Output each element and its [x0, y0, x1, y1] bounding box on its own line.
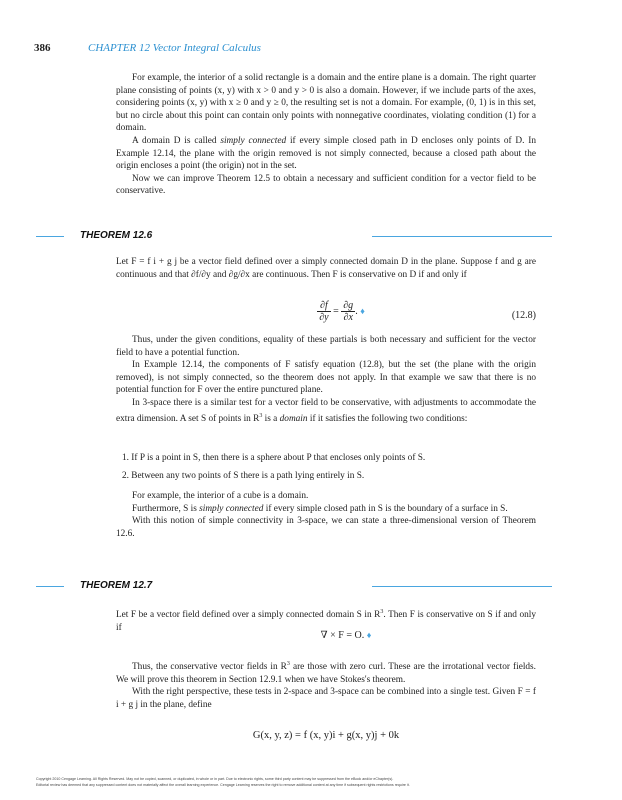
- domain-term: domain: [279, 413, 308, 424]
- chapter-title: CHAPTER 12 Vector Integral Calculus: [88, 42, 261, 54]
- theorem-12-7-statement: Let F be a vector field defined over a simply connected domain S in $R^3$. Then F is conservative on S if and only if: [116, 609, 536, 633]
- copyright-line-1: Copyright 2010 Cengage Learning. All Rights Reserved. May not be copied, scanned, or duplicated, in whole or in part. Due to electronic rights, some third party content may be suppressed from the eBook and/or eChapter(s).: [36, 777, 394, 781]
- middle-section-2: [116, 490, 536, 540]
- intro-paragraph-1: For example, the interior of a solid rectangle is a domain and the entire plane is a domain. The right quarter plane consisting of points (x, y) with x > 0 and y > 0 is also a domain. However, if we include parts of the axes, considering points (x, y) with x ≥ 0 and y ≥ 0, the resulting set is not a domain. For example, (0, 1) is in this set, but no circle about this point can contain only points with nonnegative coordinates, violating condition (1) for a domain.: [116, 73, 536, 134]
- theorem-12-7-label: THEOREM 12.7: [80, 580, 153, 591]
- middle-section: [116, 334, 536, 425]
- middle-paragraph-2: In Example 12.14, the components of F satisfy equation (12.8), but the set (the plane with the origin removed), is not simply connected, so the theorem does not apply. In that example we saw that there is no potential function for F over the entire punctured plane.: [116, 360, 536, 396]
- closing-section: [116, 658, 536, 711]
- condition-item-1: 1. If P is a point in S, then there is a sphere about P that encloses only points of S.: [122, 453, 426, 463]
- intro-paragraph-2: A domain D is called simply connected if every simple closed path in D encloses only points of D. In Example 12.14, the plane with the origin removed is not simply connected, because a closed path about the origin encloses a point (the origin) not in the set.: [116, 135, 537, 172]
- theorem-rule-right: [372, 236, 552, 237]
- equation-number: (12.8): [511, 310, 536, 321]
- page-number: 386: [34, 42, 51, 54]
- intro-section: [116, 72, 536, 198]
- simply-connected-term: simply connected: [220, 135, 287, 146]
- theorem-rule-left: [36, 236, 64, 237]
- middle-paragraph-3: In 3-space there is a similar test for a vector field to be conservative, with adjustments to accommodate the extra dimension. A set S of points in $R^3$ is a domain if it satisfies the following two conditions:: [116, 397, 536, 424]
- middle-paragraph-4: For example, the interior of a cube is a domain.: [132, 491, 309, 501]
- curl-equation: ∇ × F = O. ♦: [320, 630, 372, 641]
- condition-item-2: 2. Between any two points of S there is a path lying entirely in S.: [122, 471, 365, 481]
- middle-paragraph-5: Furthermore, S is simply connected if every simple closed path in S is the boundary of a surface in S.: [132, 503, 508, 514]
- middle-paragraph-1: Thus, under the given conditions, equality of these partials is both necessary and sufficient for the vector field to have a potential function.: [116, 335, 536, 358]
- intro-paragraph-3: Now we can improve Theorem 12.5 to obtain a necessary and sufficient condition for a vector field to be conservative.: [116, 173, 536, 197]
- equation-12-8: $\frac{\partial f}{\partial y}$ = $\frac{\partial g}{\partial x}$ . ♦ (12.8): [319, 300, 536, 323]
- theorem-rule-left-2: [36, 586, 64, 587]
- middle-paragraph-6: With this notion of simple connectivity in 3-space, we can state a three-dimensional version of Theorem 12.6.: [116, 516, 536, 539]
- theorem-12-6-label: THEOREM 12.6: [80, 230, 153, 241]
- copyright-line-2: Editorial review has deemed that any suppressed content does not materially affect the overall learning experience. Cengage Learning reserves the right to remove additional content at any time if subsequent rights restrictions require it.: [36, 783, 410, 787]
- theorem-rule-right-2: [372, 586, 552, 587]
- g-definition-equation: G(x, y, z) = f (x, y)i + g(x, y)j + 0k: [252, 730, 400, 741]
- closing-paragraph-2: With the right perspective, these tests in 2-space and 3-space can be combined into a single test. Given F = f i + g j in the plane, define: [116, 687, 536, 710]
- simply-connected-term-3d: simply connected: [199, 503, 264, 514]
- end-of-theorem-diamond-icon: ♦: [360, 305, 365, 316]
- fraction-df-dy: $\frac{\partial f}{\partial y}$: [319, 300, 329, 323]
- fraction-dg-dx: $\frac{\partial g}{\partial x}$: [343, 300, 354, 323]
- closing-paragraph-1: Thus, the conservative vector fields in $R^3$ are those with zero curl. These are the irrotational vector fields. We will prove this theorem in Section 12.9.1 when we have Stokes's theorem.: [116, 661, 536, 685]
- end-of-theorem-diamond-icon-2: ♦: [366, 630, 372, 640]
- theorem-12-6-statement: Let F = f i + g j be a vector field defined over a simply connected domain D in the plane. Suppose f and g are continuous and that ∂f/∂y and ∂g/∂x are continuous. Then F is conservative on D if and only if: [116, 257, 536, 280]
